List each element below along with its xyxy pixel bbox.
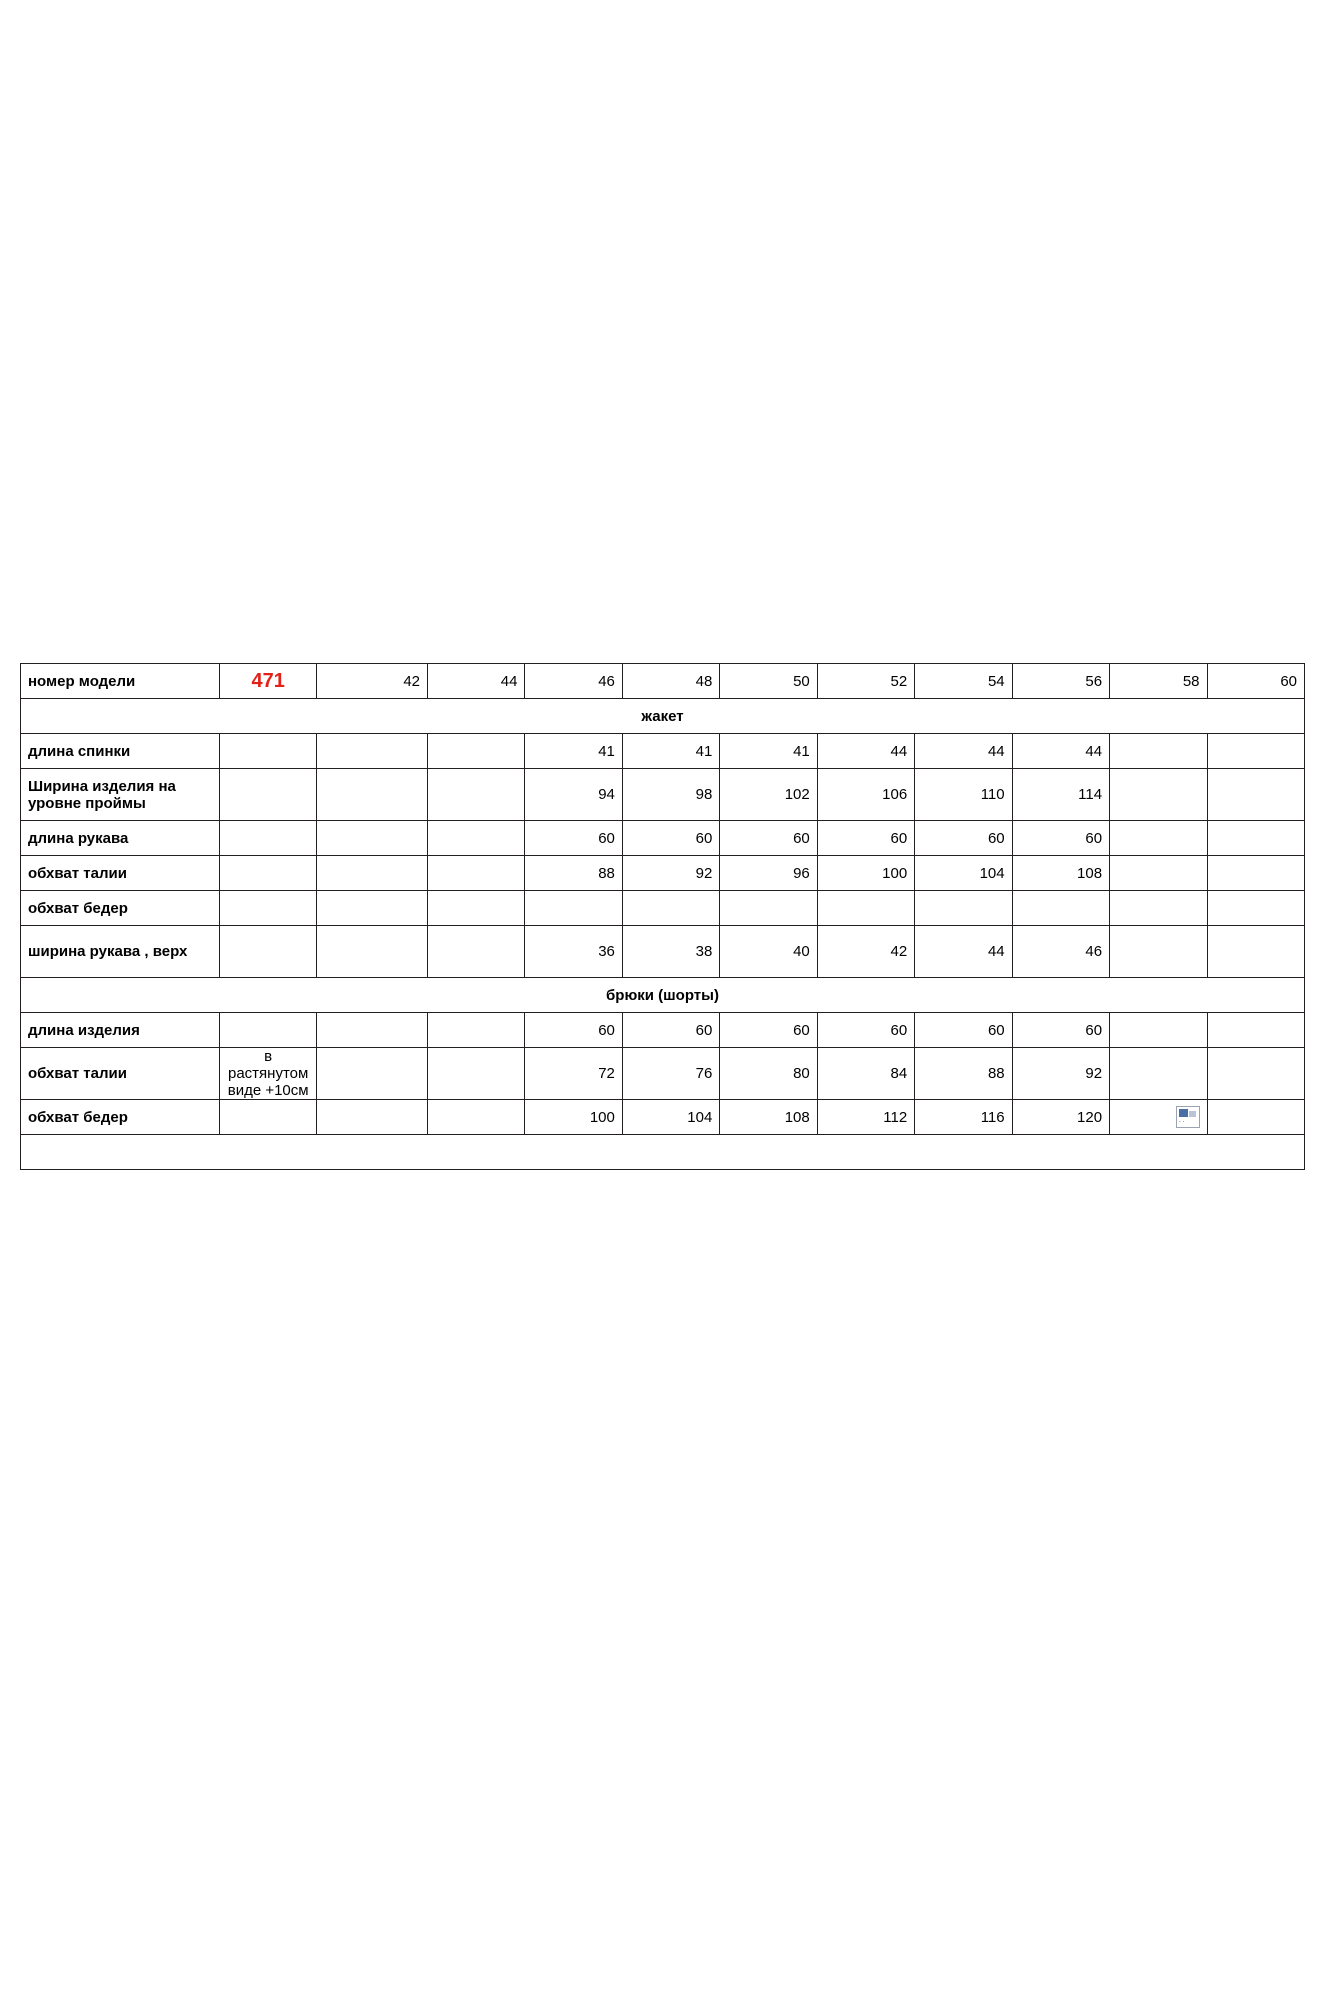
row-label-hips-jacket: обхват бедер <box>21 891 220 926</box>
cell-hips-jacket-42 <box>317 891 428 926</box>
cell-waist-trousers-56: 92 <box>1012 1048 1109 1100</box>
cell-sleeve-width-58 <box>1110 926 1207 978</box>
table-row <box>21 734 1305 769</box>
row-label-hips-trousers: обхват бедер <box>21 1100 220 1135</box>
cell-back-length-52: 44 <box>817 734 914 769</box>
cell-sleeve-width-50: 40 <box>720 926 817 978</box>
size-header-52: 52 <box>817 664 914 699</box>
cell-back-length-60 <box>1207 734 1305 769</box>
row-label-sleeve-width-top: ширина рукава , верх <box>21 926 220 978</box>
cell-sleeve-length-44 <box>428 821 525 856</box>
cell-hips-trousers-52: 112 <box>817 1100 914 1135</box>
cell-hips-trousers-50: 108 <box>720 1100 817 1135</box>
cell-waist-trousers-52: 84 <box>817 1048 914 1100</box>
table-row <box>21 821 1305 856</box>
cell-sleeve-length-42 <box>317 821 428 856</box>
cell-waist-trousers-50: 80 <box>720 1048 817 1100</box>
row-note-item-length <box>219 1013 316 1048</box>
table-row <box>21 891 1305 926</box>
cell-sleeve-width-42 <box>317 926 428 978</box>
cell-sleeve-width-60 <box>1207 926 1305 978</box>
cell-hips-trousers-46: 100 <box>525 1100 622 1135</box>
size-header-60: 60 <box>1207 664 1305 699</box>
cell-hips-trousers-56: 120 <box>1012 1100 1109 1135</box>
cell-sleeve-length-46: 60 <box>525 821 622 856</box>
table-row <box>21 769 1305 821</box>
cell-item-length-52: 60 <box>817 1013 914 1048</box>
size-header-44: 44 <box>428 664 525 699</box>
cell-waist-trousers-44 <box>428 1048 525 1100</box>
cell-chest-width-60 <box>1207 769 1305 821</box>
table-row <box>21 1100 1305 1135</box>
cell-sleeve-length-52: 60 <box>817 821 914 856</box>
cell-sleeve-width-44 <box>428 926 525 978</box>
cell-chest-width-50: 102 <box>720 769 817 821</box>
table-header-row <box>21 664 1305 699</box>
section-header-trousers <box>21 978 1305 1013</box>
cell-chest-width-52: 106 <box>817 769 914 821</box>
size-header-48: 48 <box>622 664 719 699</box>
table-row <box>21 926 1305 978</box>
row-note-waist-jacket <box>219 856 316 891</box>
table-row <box>21 856 1305 891</box>
cell-item-length-42 <box>317 1013 428 1048</box>
row-note-back-length <box>219 734 316 769</box>
cell-hips-trousers-54: 116 <box>915 1100 1012 1135</box>
table-footer-strip-cell <box>21 1135 1305 1170</box>
cell-back-length-44 <box>428 734 525 769</box>
table-row <box>21 1048 1305 1100</box>
cell-hips-trousers-42 <box>317 1100 428 1135</box>
row-note-waist-trousers: в растянутом виде +10см <box>219 1048 316 1100</box>
section-header-trousers-label: брюки (шорты) <box>21 978 1305 1013</box>
cell-waist-jacket-48: 92 <box>622 856 719 891</box>
size-table <box>20 663 1305 1170</box>
size-header-50: 50 <box>720 664 817 699</box>
cell-hips-jacket-44 <box>428 891 525 926</box>
model-number-label: номер модели <box>21 664 220 699</box>
cell-sleeve-length-56: 60 <box>1012 821 1109 856</box>
cell-chest-width-54: 110 <box>915 769 1012 821</box>
cell-hips-jacket-46 <box>525 891 622 926</box>
table-row <box>21 1013 1305 1048</box>
size-table-container <box>20 663 1313 1170</box>
cell-hips-jacket-54 <box>915 891 1012 926</box>
row-label-sleeve-length: длина рукава <box>21 821 220 856</box>
cell-chest-width-58 <box>1110 769 1207 821</box>
cell-waist-jacket-52: 100 <box>817 856 914 891</box>
section-header-jacket-label: жакет <box>21 699 1305 734</box>
cell-waist-trousers-60 <box>1207 1048 1305 1100</box>
size-header-54: 54 <box>915 664 1012 699</box>
cell-sleeve-length-58 <box>1110 821 1207 856</box>
cell-waist-trousers-58 <box>1110 1048 1207 1100</box>
cell-item-length-48: 60 <box>622 1013 719 1048</box>
row-label-back-length: длина спинки <box>21 734 220 769</box>
cell-waist-jacket-58 <box>1110 856 1207 891</box>
cell-waist-jacket-42 <box>317 856 428 891</box>
row-label-waist-trousers: обхват талии <box>21 1048 220 1100</box>
size-header-58: 58 <box>1110 664 1207 699</box>
cell-hips-jacket-56 <box>1012 891 1109 926</box>
cell-item-length-60 <box>1207 1013 1305 1048</box>
cell-sleeve-width-46: 36 <box>525 926 622 978</box>
cell-sleeve-length-50: 60 <box>720 821 817 856</box>
cell-back-length-48: 41 <box>622 734 719 769</box>
cell-chest-width-48: 98 <box>622 769 719 821</box>
cell-back-length-42 <box>317 734 428 769</box>
cell-item-length-54: 60 <box>915 1013 1012 1048</box>
cell-hips-jacket-50 <box>720 891 817 926</box>
cell-back-length-56: 44 <box>1012 734 1109 769</box>
cell-chest-width-42 <box>317 769 428 821</box>
row-label-item-length: длина изделия <box>21 1013 220 1048</box>
row-label-waist-jacket: обхват талии <box>21 856 220 891</box>
cell-hips-jacket-60 <box>1207 891 1305 926</box>
row-note-hips-jacket <box>219 891 316 926</box>
cell-waist-jacket-56: 108 <box>1012 856 1109 891</box>
size-header-46: 46 <box>525 664 622 699</box>
cell-chest-width-44 <box>428 769 525 821</box>
cell-waist-jacket-54: 104 <box>915 856 1012 891</box>
cell-hips-jacket-58 <box>1110 891 1207 926</box>
cell-waist-trousers-48: 76 <box>622 1048 719 1100</box>
row-label-chest-width: Ширина изделия на уровне проймы <box>21 769 220 821</box>
cell-hips-trousers-60 <box>1207 1100 1305 1135</box>
cell-item-length-50: 60 <box>720 1013 817 1048</box>
cell-waist-jacket-46: 88 <box>525 856 622 891</box>
cell-item-length-56: 60 <box>1012 1013 1109 1048</box>
cell-back-length-46: 41 <box>525 734 622 769</box>
cell-back-length-50: 41 <box>720 734 817 769</box>
section-header-jacket <box>21 699 1305 734</box>
cell-hips-jacket-48 <box>622 891 719 926</box>
cell-waist-trousers-42 <box>317 1048 428 1100</box>
row-note-sleeve-length <box>219 821 316 856</box>
cell-sleeve-width-48: 38 <box>622 926 719 978</box>
model-code-value: 471 <box>219 664 316 699</box>
cell-sleeve-width-52: 42 <box>817 926 914 978</box>
row-note-sleeve-width-top <box>219 926 316 978</box>
size-header-42: 42 <box>317 664 428 699</box>
cell-item-length-44 <box>428 1013 525 1048</box>
cell-back-length-54: 44 <box>915 734 1012 769</box>
cell-sleeve-length-48: 60 <box>622 821 719 856</box>
broken-image-icon: ·· <box>1176 1106 1200 1128</box>
cell-hips-trousers-44 <box>428 1100 525 1135</box>
cell-item-length-58 <box>1110 1013 1207 1048</box>
cell-item-length-46: 60 <box>525 1013 622 1048</box>
cell-hips-jacket-52 <box>817 891 914 926</box>
cell-back-length-58 <box>1110 734 1207 769</box>
row-note-chest-width <box>219 769 316 821</box>
cell-sleeve-length-54: 60 <box>915 821 1012 856</box>
table-footer-strip <box>21 1135 1305 1170</box>
cell-hips-trousers-58 <box>1110 1100 1207 1135</box>
cell-sleeve-width-56: 46 <box>1012 926 1109 978</box>
cell-waist-jacket-60 <box>1207 856 1305 891</box>
cell-chest-width-46: 94 <box>525 769 622 821</box>
cell-waist-trousers-46: 72 <box>525 1048 622 1100</box>
cell-waist-trousers-54: 88 <box>915 1048 1012 1100</box>
row-note-hips-trousers <box>219 1100 316 1135</box>
cell-chest-width-56: 114 <box>1012 769 1109 821</box>
size-header-56: 56 <box>1012 664 1109 699</box>
cell-sleeve-length-60 <box>1207 821 1305 856</box>
cell-hips-trousers-48: 104 <box>622 1100 719 1135</box>
cell-waist-jacket-44 <box>428 856 525 891</box>
cell-waist-jacket-50: 96 <box>720 856 817 891</box>
cell-sleeve-width-54: 44 <box>915 926 1012 978</box>
